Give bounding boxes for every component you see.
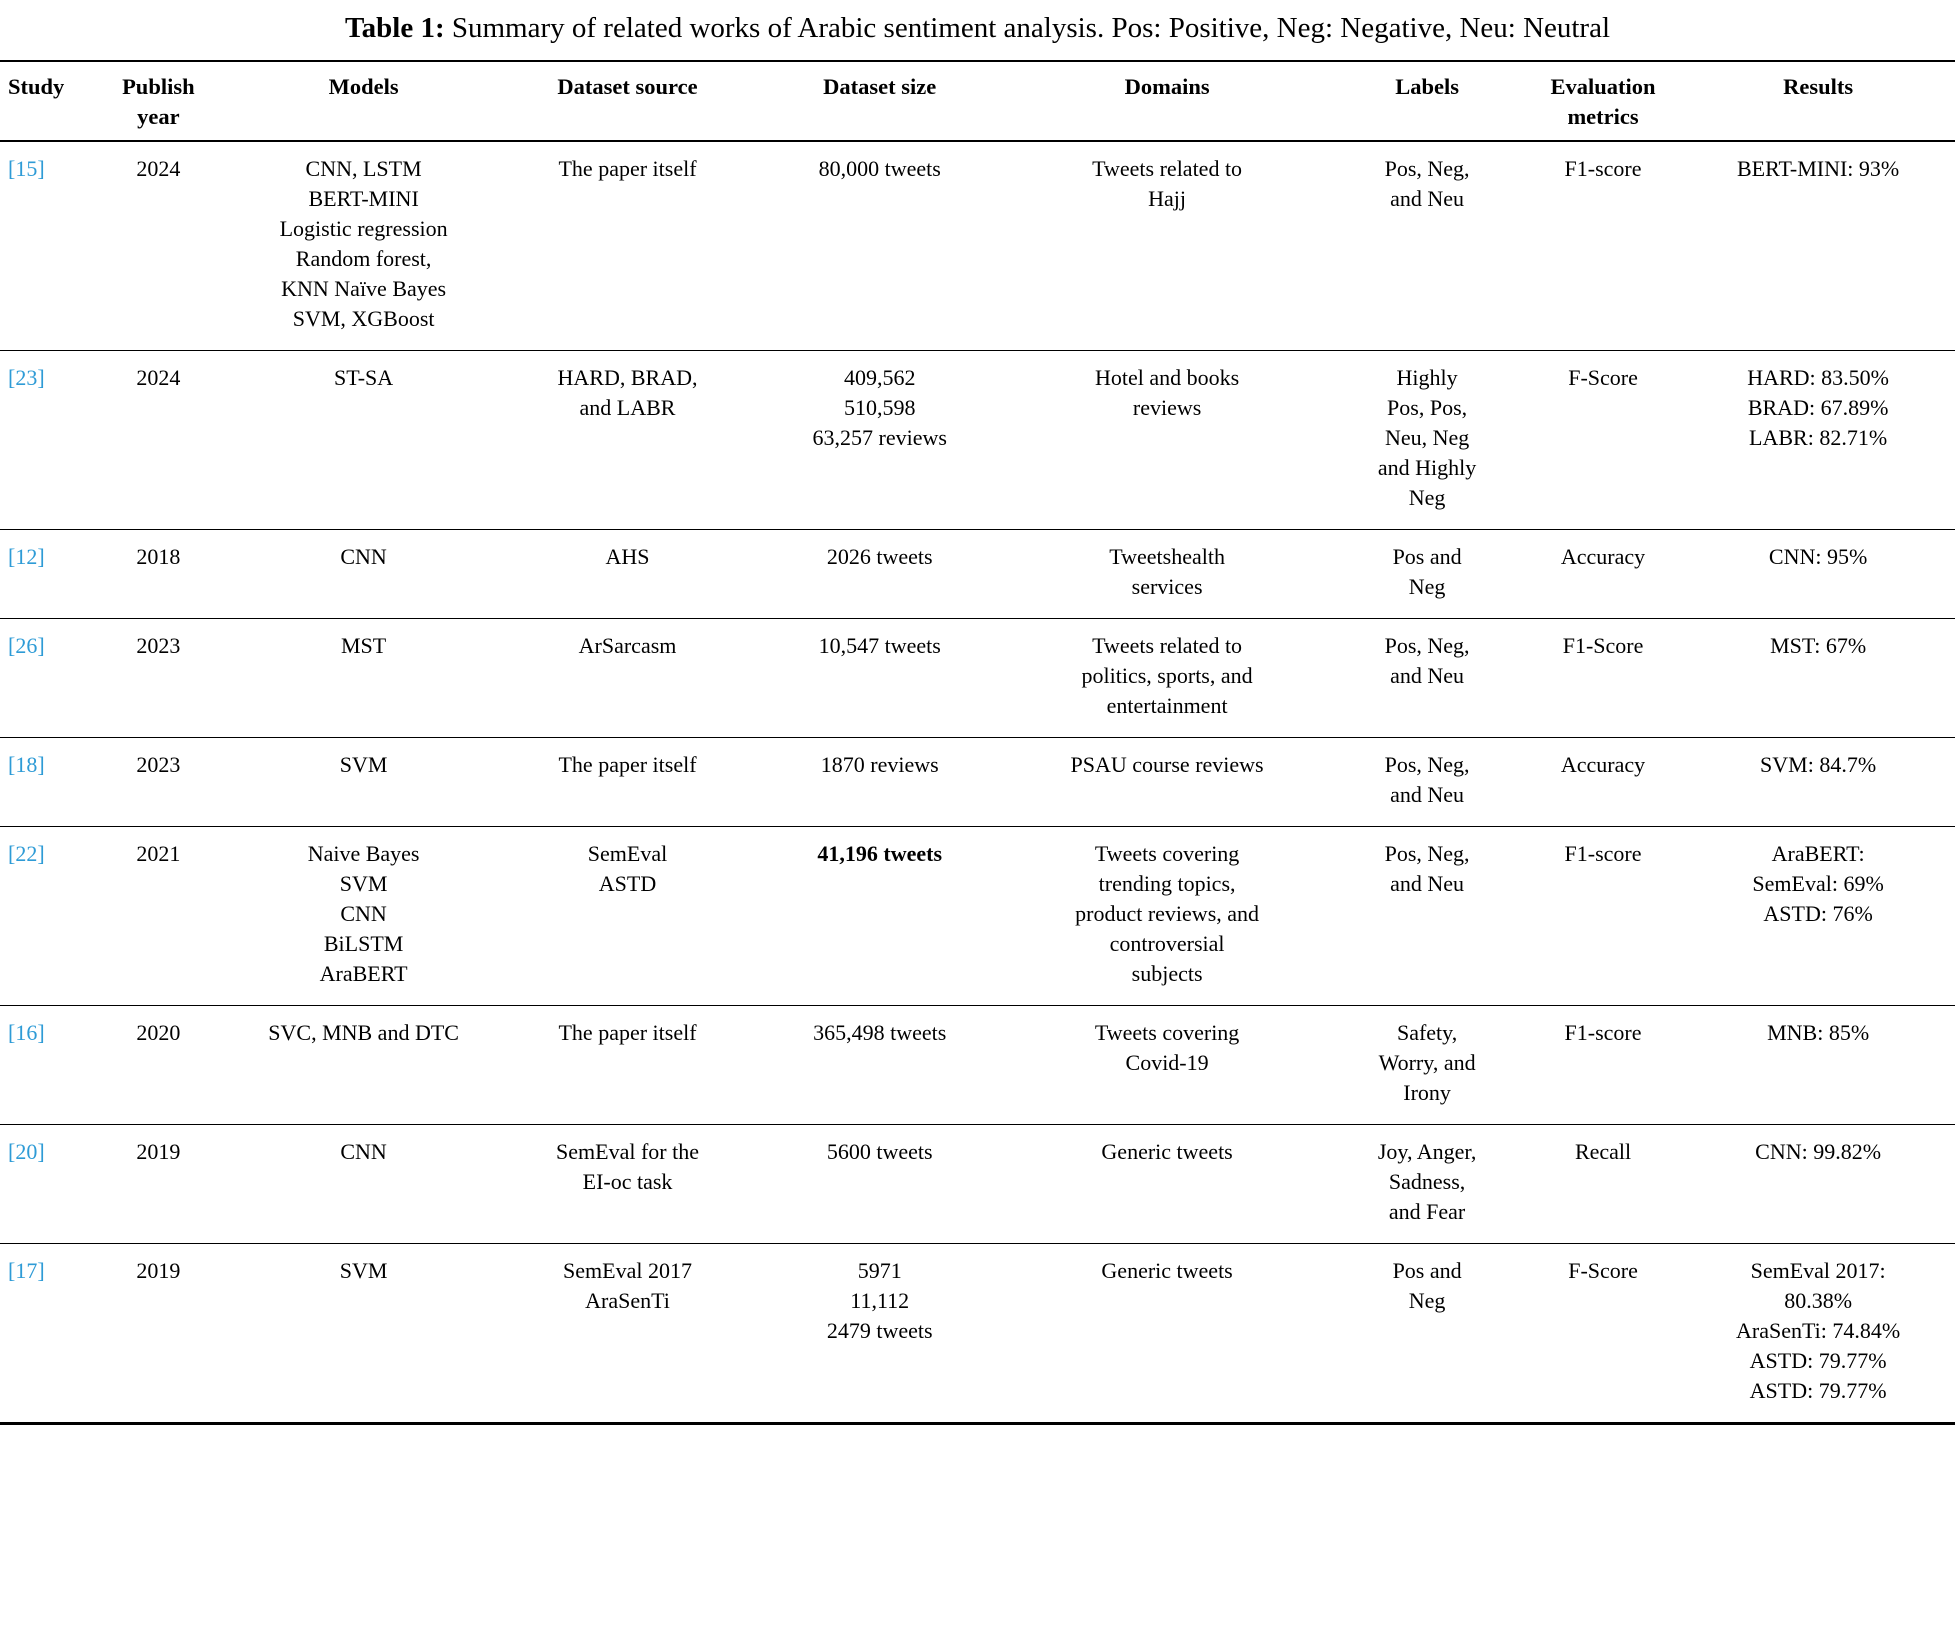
cell-study xyxy=(0,1125,90,1244)
cell-domains xyxy=(1005,619,1330,738)
cell-line: Generic tweets xyxy=(1101,1139,1233,1164)
cell-size xyxy=(755,1125,1005,1244)
cell-line: ASTD: 79.77% xyxy=(1749,1378,1887,1403)
cell-line: AraSenTi xyxy=(585,1288,670,1313)
cell-results xyxy=(1681,1244,1955,1424)
cell-source xyxy=(500,619,754,738)
cell-year xyxy=(90,1006,227,1125)
column-header-models xyxy=(227,61,501,141)
column-header-line: Domains xyxy=(1124,74,1210,99)
cell-labels xyxy=(1329,738,1525,827)
cell-year xyxy=(90,619,227,738)
cell-source xyxy=(500,530,754,619)
cell-line: MST: 67% xyxy=(1770,633,1867,658)
column-header-line: Labels xyxy=(1395,74,1459,99)
cell-line: politics, sports, and xyxy=(1081,663,1253,688)
cell-year xyxy=(90,1125,227,1244)
caption-label: Table 1: xyxy=(344,12,445,44)
cell-line: AHS xyxy=(605,544,650,569)
cell-line: trending topics, xyxy=(1098,871,1236,896)
cell-line: Pos and xyxy=(1392,1258,1462,1283)
cell-line: EI-oc task xyxy=(582,1169,673,1194)
cell-line: Naive Bayes xyxy=(307,841,420,866)
cell-line: Tweetshealth xyxy=(1109,544,1225,569)
cell-line: ASTD xyxy=(598,871,657,896)
cell-labels xyxy=(1329,351,1525,530)
table-caption xyxy=(0,0,1955,60)
cell-line: F-Score xyxy=(1568,1258,1638,1283)
cell-line: ASTD: 76% xyxy=(1763,901,1873,926)
cell-size xyxy=(755,1006,1005,1125)
cell-domains xyxy=(1005,141,1330,351)
cell-line: AraBERT: xyxy=(1771,841,1865,866)
cell-line: Neg xyxy=(1408,485,1446,510)
cell-labels xyxy=(1329,141,1525,351)
cell-metric xyxy=(1525,827,1681,1006)
cell-line: SemEval 2017: xyxy=(1750,1258,1886,1283)
cell-line: Neg xyxy=(1408,574,1446,599)
column-header-line: Results xyxy=(1783,74,1854,99)
cell-models xyxy=(227,1244,501,1424)
cell-study xyxy=(0,530,90,619)
cell-labels xyxy=(1329,1244,1525,1424)
cell-line: CNN: 99.82% xyxy=(1755,1139,1882,1164)
table-row xyxy=(0,1125,1955,1244)
column-header-size xyxy=(755,61,1005,141)
cell-line: HARD, BRAD, xyxy=(557,365,698,390)
cell-line: F1-Score xyxy=(1562,633,1644,658)
cell-line: 10,547 tweets xyxy=(818,633,941,658)
cell-metric xyxy=(1525,351,1681,530)
cell-line: Pos, Neg, xyxy=(1384,633,1470,658)
cell-study xyxy=(0,351,90,530)
column-header-line: Publish xyxy=(122,74,195,99)
cell-study xyxy=(0,619,90,738)
cell-line: Safety, xyxy=(1396,1020,1458,1045)
cell-line: Tweets related to xyxy=(1092,633,1243,658)
publish-year: 2023 xyxy=(136,633,181,658)
table-row xyxy=(0,827,1955,1006)
publish-year: 2024 xyxy=(136,156,181,181)
cell-line: Accuracy xyxy=(1560,752,1646,777)
publish-year: 2018 xyxy=(136,544,181,569)
cell-line: 5600 tweets xyxy=(826,1139,933,1164)
cell-study xyxy=(0,1244,90,1424)
cell-line: 80,000 tweets xyxy=(818,156,941,181)
cell-line: Neu, Neg xyxy=(1384,425,1470,450)
cell-line: SVM, XGBoost xyxy=(292,306,435,331)
cell-models xyxy=(227,530,501,619)
cell-line: CNN xyxy=(340,901,387,926)
table-header xyxy=(0,61,1955,141)
cell-results xyxy=(1681,619,1955,738)
cell-line: and Fear xyxy=(1388,1199,1466,1224)
column-header-line: year xyxy=(137,104,180,129)
cell-size xyxy=(755,619,1005,738)
cell-metric xyxy=(1525,738,1681,827)
cell-results xyxy=(1681,1125,1955,1244)
cell-year xyxy=(90,738,227,827)
cell-results xyxy=(1681,827,1955,1006)
cell-domains xyxy=(1005,1006,1330,1125)
cell-line: and LABR xyxy=(579,395,676,420)
publish-year: 2020 xyxy=(136,1020,181,1045)
cell-line: 41,196 tweets xyxy=(817,841,943,866)
cell-metric xyxy=(1525,1006,1681,1125)
cell-line: CNN xyxy=(340,544,387,569)
cell-line: F-Score xyxy=(1568,365,1638,390)
cell-line: CNN: 95% xyxy=(1768,544,1868,569)
column-header-line: Dataset size xyxy=(823,74,937,99)
cell-line: Generic tweets xyxy=(1101,1258,1233,1283)
cell-source xyxy=(500,351,754,530)
cell-line: SemEval 2017 xyxy=(563,1258,692,1283)
citation-link[interactable]: [22] xyxy=(8,841,45,866)
cell-line: SVM xyxy=(339,752,388,777)
cell-line: Irony xyxy=(1403,1080,1451,1105)
cell-models xyxy=(227,1006,501,1125)
cell-line: 365,498 tweets xyxy=(813,1020,947,1045)
cell-line: CNN xyxy=(340,1139,387,1164)
table-row xyxy=(0,351,1955,530)
publish-year: 2024 xyxy=(136,365,181,390)
cell-size xyxy=(755,827,1005,1006)
cell-line: F1-score xyxy=(1564,1020,1642,1045)
cell-source xyxy=(500,141,754,351)
cell-line: product reviews, and xyxy=(1075,901,1260,926)
table-row xyxy=(0,738,1955,827)
publish-year: 2023 xyxy=(136,752,181,777)
cell-models xyxy=(227,351,501,530)
cell-line: 5971 xyxy=(857,1258,902,1283)
cell-domains xyxy=(1005,351,1330,530)
column-header-results xyxy=(1681,61,1955,141)
cell-source xyxy=(500,827,754,1006)
cell-line: SVM: 84.7% xyxy=(1760,752,1877,777)
cell-domains xyxy=(1005,1125,1330,1244)
cell-year xyxy=(90,1244,227,1424)
column-header-line: metrics xyxy=(1567,104,1639,129)
cell-line: SemEval: 69% xyxy=(1752,871,1884,896)
cell-size xyxy=(755,351,1005,530)
cell-results xyxy=(1681,530,1955,619)
column-header-line: Dataset source xyxy=(557,74,698,99)
cell-line: The paper itself xyxy=(558,156,697,181)
table-row xyxy=(0,619,1955,738)
cell-line: Worry, and xyxy=(1378,1050,1476,1075)
table-row xyxy=(0,141,1955,351)
cell-labels xyxy=(1329,619,1525,738)
cell-line: 63,257 reviews xyxy=(812,425,947,450)
cell-line: and Neu xyxy=(1390,782,1465,807)
cell-line: subjects xyxy=(1131,961,1203,986)
cell-line: KNN Naïve Bayes xyxy=(281,276,447,301)
citation-link[interactable]: [17] xyxy=(8,1258,45,1283)
column-header-line: Models xyxy=(328,74,399,99)
cell-models xyxy=(227,827,501,1006)
cell-results xyxy=(1681,141,1955,351)
citation-link[interactable]: [26] xyxy=(8,633,45,658)
cell-line: ArSarcasm xyxy=(578,633,677,658)
cell-line: and Highly xyxy=(1377,455,1477,480)
cell-line: entertainment xyxy=(1106,693,1228,718)
table-row xyxy=(0,1006,1955,1125)
cell-line: Hajj xyxy=(1148,186,1187,211)
cell-domains xyxy=(1005,1244,1330,1424)
cell-models xyxy=(227,738,501,827)
cell-metric xyxy=(1525,1125,1681,1244)
citation-link[interactable]: [20] xyxy=(8,1139,45,1164)
related-works-table xyxy=(0,60,1955,1425)
cell-year xyxy=(90,351,227,530)
table-body xyxy=(0,141,1955,1424)
cell-line: The paper itself xyxy=(558,1020,697,1045)
cell-line: reviews xyxy=(1132,395,1202,420)
column-header-labels xyxy=(1329,61,1525,141)
cell-study xyxy=(0,738,90,827)
citation-link[interactable]: [12] xyxy=(8,544,45,569)
cell-line: and Neu xyxy=(1390,186,1465,211)
cell-line: services xyxy=(1131,574,1203,599)
cell-line: AraBERT xyxy=(319,961,408,986)
column-header-study xyxy=(0,61,90,141)
cell-line: 80.38% xyxy=(1784,1288,1853,1313)
cell-size xyxy=(755,1244,1005,1424)
cell-domains xyxy=(1005,738,1330,827)
cell-metric xyxy=(1525,1244,1681,1424)
cell-line: SVC, MNB and DTC xyxy=(268,1020,459,1045)
column-header-line: Study xyxy=(8,74,65,99)
cell-line: F1-score xyxy=(1564,841,1642,866)
cell-source xyxy=(500,1125,754,1244)
cell-line: MST xyxy=(340,633,387,658)
publish-year: 2019 xyxy=(136,1258,181,1283)
table-row xyxy=(0,530,1955,619)
cell-source xyxy=(500,1006,754,1125)
publish-year: 2021 xyxy=(136,841,181,866)
cell-line: SVM xyxy=(339,1258,388,1283)
header-row xyxy=(0,61,1955,141)
cell-metric xyxy=(1525,619,1681,738)
column-header-metric xyxy=(1525,61,1681,141)
cell-year xyxy=(90,141,227,351)
cell-line: 2479 tweets xyxy=(826,1318,933,1343)
cell-line: Tweets covering xyxy=(1094,1020,1240,1045)
cell-line: Recall xyxy=(1574,1139,1632,1164)
cell-models xyxy=(227,141,501,351)
cell-line: SemEval for the xyxy=(556,1139,699,1164)
cell-results xyxy=(1681,351,1955,530)
cell-models xyxy=(227,1125,501,1244)
cell-line: 510,598 xyxy=(843,395,916,420)
cell-size xyxy=(755,738,1005,827)
cell-year xyxy=(90,827,227,1006)
cell-line: LABR: 82.71% xyxy=(1749,425,1888,450)
cell-line: Highly xyxy=(1396,365,1458,390)
cell-size xyxy=(755,530,1005,619)
cell-line: Covid-19 xyxy=(1125,1050,1209,1075)
cell-year xyxy=(90,530,227,619)
cell-line: Sadness, xyxy=(1388,1169,1466,1194)
cell-line: PSAU course reviews xyxy=(1070,752,1264,777)
cell-results xyxy=(1681,738,1955,827)
cell-labels xyxy=(1329,530,1525,619)
cell-line: Pos, Pos, xyxy=(1387,395,1468,420)
cell-line: 2026 tweets xyxy=(826,544,933,569)
column-header-domains xyxy=(1005,61,1330,141)
cell-line: Joy, Anger, xyxy=(1377,1139,1477,1164)
cell-line: Pos, Neg, xyxy=(1384,752,1470,777)
citation-link[interactable]: [15] xyxy=(8,156,45,181)
cell-line: BERT-MINI xyxy=(308,186,419,211)
citation-link[interactable]: [18] xyxy=(8,752,45,777)
cell-line: 409,562 xyxy=(843,365,916,390)
cell-line: Tweets related to xyxy=(1092,156,1243,181)
column-header-source xyxy=(500,61,754,141)
cell-results xyxy=(1681,1006,1955,1125)
cell-line: Logistic regression xyxy=(279,216,448,241)
cell-line: Pos, Neg, xyxy=(1384,156,1470,181)
cell-line: MNB: 85% xyxy=(1767,1020,1870,1045)
cell-line: Neg xyxy=(1408,1288,1446,1313)
cell-line: BERT-MINI: 93% xyxy=(1736,156,1900,181)
cell-labels xyxy=(1329,827,1525,1006)
cell-line: AraSenTi: 74.84% xyxy=(1736,1318,1901,1343)
cell-domains xyxy=(1005,827,1330,1006)
cell-line: The paper itself xyxy=(558,752,697,777)
cell-line: Hotel and books xyxy=(1094,365,1240,390)
cell-source xyxy=(500,738,754,827)
cell-labels xyxy=(1329,1006,1525,1125)
cell-line: Tweets covering xyxy=(1094,841,1240,866)
cell-line: and Neu xyxy=(1390,871,1465,896)
citation-link[interactable]: [16] xyxy=(8,1020,45,1045)
cell-line: HARD: 83.50% xyxy=(1747,365,1889,390)
cell-line: SVM xyxy=(339,871,388,896)
cell-source xyxy=(500,1244,754,1424)
cell-line: Accuracy xyxy=(1560,544,1646,569)
cell-line: Pos and xyxy=(1392,544,1462,569)
cell-line: Random forest, xyxy=(295,246,432,271)
cell-metric xyxy=(1525,141,1681,351)
cell-metric xyxy=(1525,530,1681,619)
table-row xyxy=(0,1244,1955,1424)
cell-study xyxy=(0,141,90,351)
publish-year: 2019 xyxy=(136,1139,181,1164)
cell-line: and Neu xyxy=(1390,663,1465,688)
column-header-year xyxy=(90,61,227,141)
cell-line: F1-score xyxy=(1564,156,1642,181)
caption-text: Summary of related works of Arabic sentiment analysis. Pos: Positive, Neg: Negative, Neu: Neutral xyxy=(444,12,1611,44)
cell-line: ST-SA xyxy=(334,365,394,390)
cell-labels xyxy=(1329,1125,1525,1244)
cell-line: BRAD: 67.89% xyxy=(1747,395,1889,420)
cell-line: SemEval xyxy=(587,841,668,866)
cell-line: CNN, LSTM xyxy=(305,156,422,181)
cell-line: Pos, Neg, xyxy=(1384,841,1470,866)
cell-line: 11,112 xyxy=(850,1288,910,1313)
citation-link[interactable]: [23] xyxy=(8,365,45,390)
cell-line: ASTD: 79.77% xyxy=(1749,1348,1887,1373)
cell-line: controversial xyxy=(1109,931,1225,956)
column-header-line: Evaluation xyxy=(1550,74,1656,99)
cell-domains xyxy=(1005,530,1330,619)
cell-size xyxy=(755,141,1005,351)
cell-models xyxy=(227,619,501,738)
cell-study xyxy=(0,1006,90,1125)
cell-study xyxy=(0,827,90,1006)
cell-line: 1870 reviews xyxy=(820,752,939,777)
cell-line: BiLSTM xyxy=(323,931,404,956)
